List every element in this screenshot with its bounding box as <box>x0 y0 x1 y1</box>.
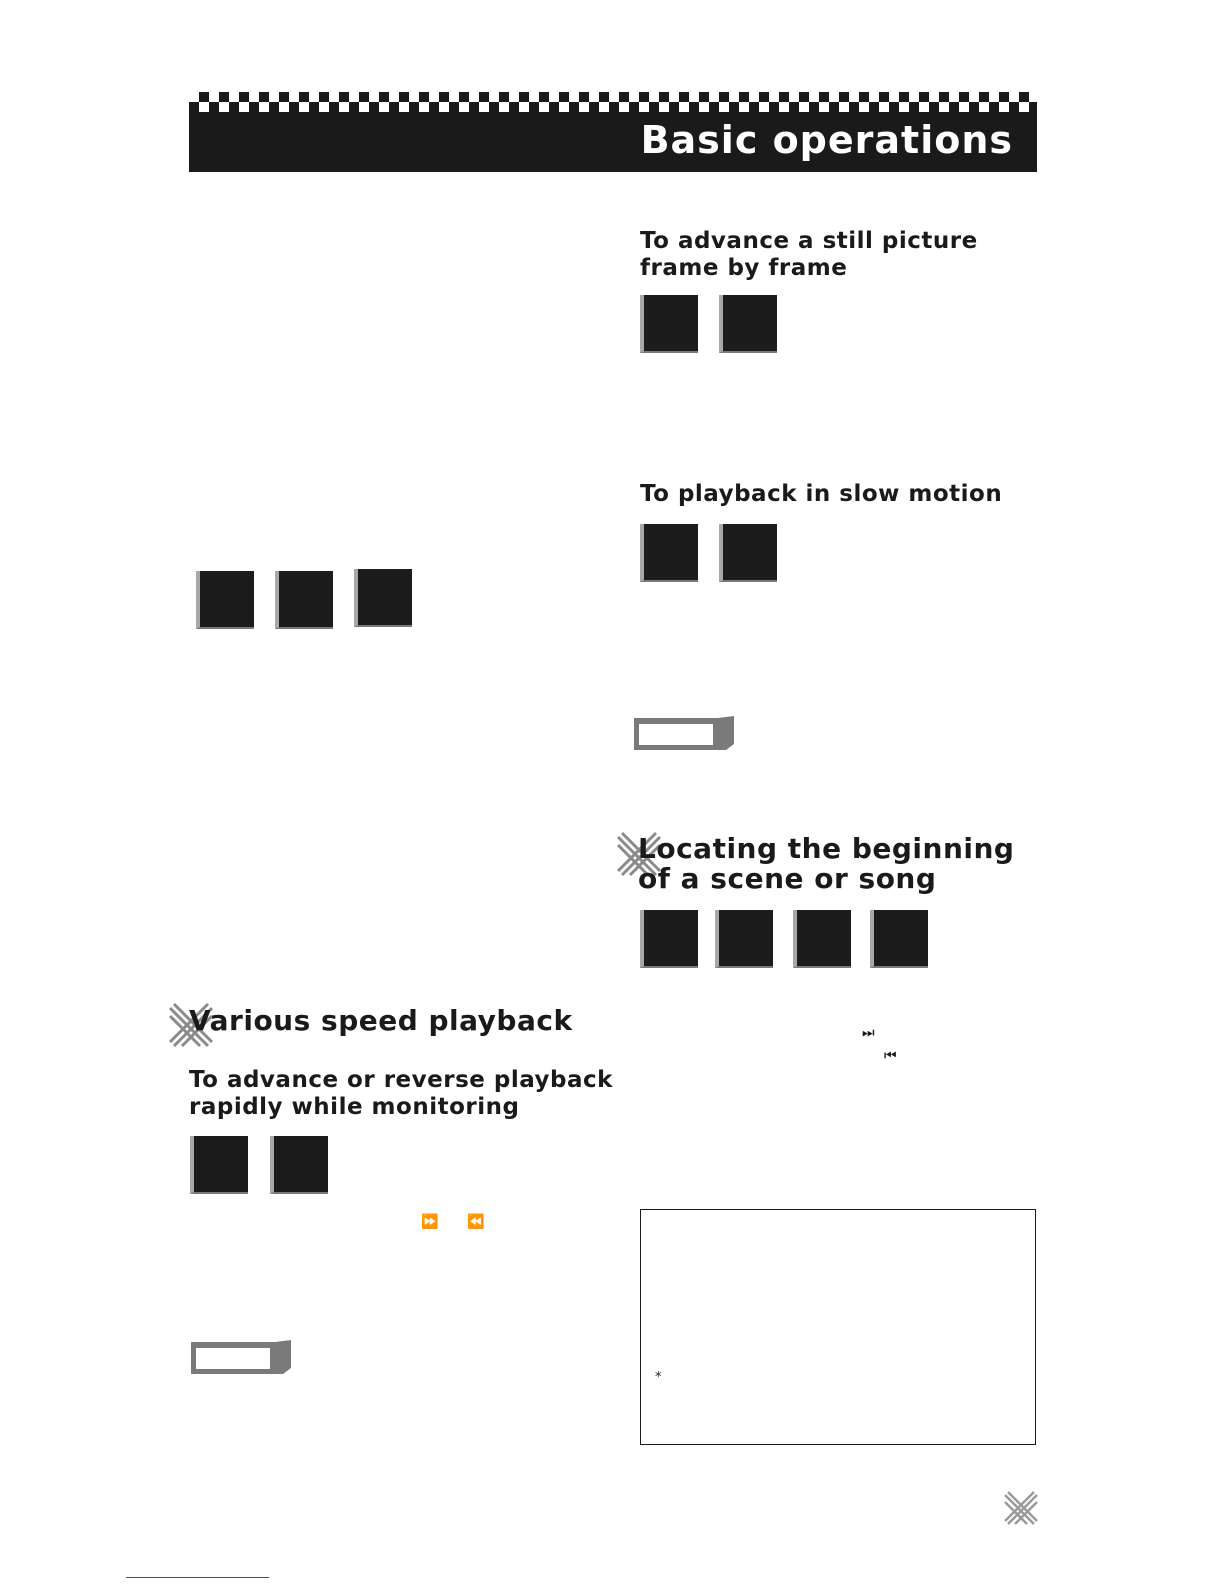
bottom-link-underline <box>126 1577 269 1578</box>
asterisk-mark: * <box>655 1370 662 1385</box>
remote-key <box>719 524 777 582</box>
remote-key <box>640 524 698 582</box>
remote-key <box>196 571 254 629</box>
remote-key <box>190 1136 248 1194</box>
note-tag-icon <box>191 1340 291 1374</box>
cross-hatch-icon <box>1003 1490 1039 1526</box>
note-tag-icon <box>634 716 734 750</box>
skip-forward-icon: ⏭ <box>862 1025 875 1041</box>
rewind-icon: ⏪ <box>467 1214 485 1230</box>
remote-key <box>270 1136 328 1194</box>
various-speed-heading: Various speed playback <box>189 1004 573 1037</box>
remote-key <box>719 295 777 353</box>
rapid-playback-heading: To advance or reverse playback rapidly while monitoring <box>189 1067 613 1120</box>
header-band <box>189 112 1037 172</box>
still-frame-heading: To advance a still picture frame by frame <box>640 228 978 281</box>
slow-motion-heading: To playback in slow motion <box>640 481 1003 507</box>
header-checker-strip <box>189 92 1037 112</box>
info-box <box>640 1209 1036 1445</box>
fast-forward-icon: ⏩ <box>421 1214 439 1230</box>
locating-heading: Locating the beginning of a scene or song <box>638 832 1015 895</box>
remote-key <box>793 910 851 968</box>
remote-key <box>870 910 928 968</box>
remote-key <box>640 295 698 353</box>
skip-back-icon: ⏮ <box>884 1048 897 1064</box>
page-title: Basic operations <box>640 118 1013 162</box>
remote-key <box>275 571 333 629</box>
remote-key <box>354 569 412 627</box>
remote-key <box>640 910 698 968</box>
remote-key <box>715 910 773 968</box>
